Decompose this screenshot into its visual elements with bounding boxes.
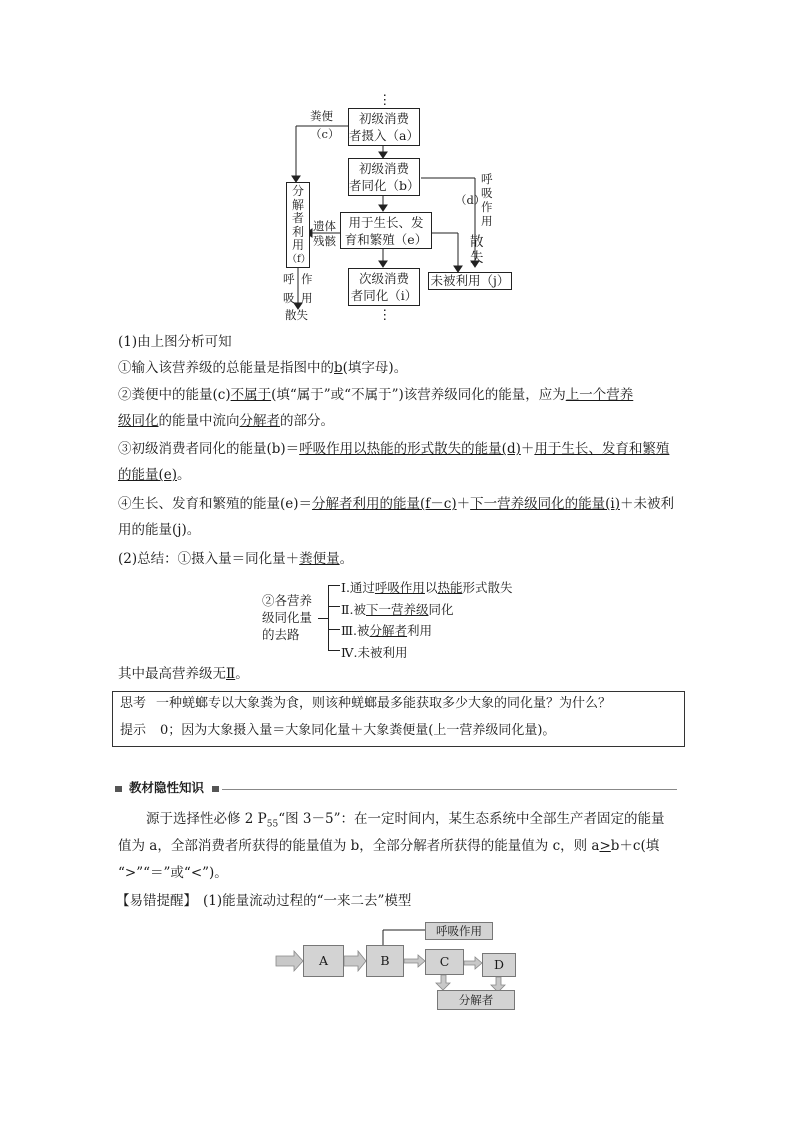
analysis-point-2	[118, 387, 633, 403]
route-3-text-end: 利用	[407, 623, 433, 638]
decomp-dissipate: 散失	[285, 308, 308, 322]
feces-label: 粪便	[310, 109, 333, 123]
decomposer-box-2: 分解者	[437, 990, 515, 1010]
hk-text: 源于选择性必修 2 P	[146, 811, 267, 827]
routes-label-line: 的去路	[262, 627, 300, 642]
think-question	[120, 696, 611, 712]
p2-answer-2-cont: 级同化	[118, 413, 159, 429]
decomposer-char: 分	[291, 184, 304, 198]
p3-answer-1: 呼吸作用以热能的形式散失的能量(d)	[299, 441, 521, 457]
route-3-text: Ⅲ.被	[341, 623, 370, 638]
route-2-text-end: 同化	[428, 601, 454, 617]
next-box-line2: 者同化（i）	[350, 288, 418, 303]
intake-box-line1: 初级消费	[358, 111, 409, 126]
node-d: D	[482, 953, 516, 977]
top-level-answer: Ⅱ	[226, 666, 236, 682]
hk-line2-end: b＋c(填	[610, 838, 660, 854]
assim-box-line1: 初级消费	[358, 161, 409, 176]
route-2-text: Ⅱ.被	[341, 601, 366, 617]
node-c: C	[425, 949, 464, 975]
unused-box: 未被利用（j）	[428, 272, 512, 290]
p2-text-mid: (填“属于”或“不属于”)该营养级同化的能量，应为	[271, 387, 566, 403]
tip-label: 【易错提醒】	[116, 893, 197, 909]
p1-text-end: (填字母)。	[342, 360, 408, 376]
p3-end: 。	[177, 467, 191, 483]
remains-label-1: 遗体	[313, 219, 336, 233]
resp-char: 吸	[481, 186, 493, 200]
p3-text: ③初级消费者同化的能量(b)＝	[118, 441, 300, 457]
tip-text: (1)能量流动过程的“一来二去”模型	[203, 893, 412, 909]
resp-char: 作	[481, 200, 493, 214]
routes-label	[262, 592, 312, 643]
decomp-resp-char: 作	[301, 272, 313, 286]
route-3	[341, 620, 512, 642]
route-1-text-end: 形式散失	[462, 580, 513, 595]
route-1	[341, 577, 512, 599]
summary-answer: 粪便量	[299, 551, 340, 567]
section-bullet	[115, 786, 122, 792]
continuation-dots-top: ⋮	[378, 92, 392, 108]
route-1-text-mid: 以	[424, 580, 438, 595]
growth-box-line1: 用于生长、发	[348, 215, 424, 230]
hk-page-sub: 55	[266, 819, 279, 830]
route-2	[341, 599, 512, 621]
analysis-point-3-cont	[118, 467, 191, 483]
intake-box	[348, 108, 420, 146]
decomp-resp-char: 呼	[283, 272, 295, 286]
intake-box-line2: 者摄入（a）	[349, 128, 419, 143]
think-label: 思考	[120, 696, 147, 711]
respiration-d-letter: （d）	[455, 193, 486, 207]
summary-text: (2)总结：①摄入量＝同化量＋	[118, 551, 300, 567]
analysis-point-2-cont	[118, 413, 334, 429]
hk-answer: >	[599, 838, 611, 854]
p2-text-2: 的能量中流向	[158, 413, 240, 429]
think-box	[112, 691, 685, 747]
decomposer-box	[286, 182, 310, 268]
route-1-text: Ⅰ.通过	[341, 580, 375, 595]
decomp-resp-left	[283, 270, 297, 308]
analysis-point-3	[118, 441, 669, 457]
analysis-point-1	[118, 360, 407, 376]
respiration-box: 呼吸作用	[425, 922, 493, 940]
next-level-box	[348, 268, 420, 306]
top-level-note	[118, 666, 249, 682]
section-rule	[222, 789, 677, 790]
analysis-heading: (1)由上图分析可知	[118, 334, 232, 350]
decomposer-char: 解	[291, 197, 304, 212]
next-box-line1: 次级消费	[358, 271, 409, 286]
continuation-dots-bottom: ⋮	[378, 307, 392, 323]
route-2-answer: 下一营养级	[365, 601, 429, 617]
assimilation-box	[348, 158, 420, 196]
respiration-label-right	[481, 172, 495, 228]
p1-answer: b	[334, 360, 343, 376]
think-answer	[120, 723, 555, 739]
hint-text: 0；因为大象摄入量＝大象同化量＋大象粪便量(上一营养级同化量)。	[160, 723, 556, 738]
decomposer-char: 用	[291, 238, 304, 252]
p4-answer-2: 下一营养级同化的能量(i)	[470, 496, 620, 512]
routes-label-line: 级同化量	[262, 610, 313, 625]
hint-label: 提示	[120, 723, 147, 738]
tip-line	[116, 893, 411, 909]
routes-list	[341, 577, 512, 663]
hk-line2-text: 值为 a，全部消费者所获得的能量值为 b，全部分解者所获得的能量值为 c，则 a	[118, 838, 600, 854]
p3-plus: ＋	[520, 441, 535, 457]
decomp-resp-char: 用	[301, 291, 313, 305]
section-bullet	[212, 786, 219, 792]
decomposer-char: （f）	[287, 253, 311, 265]
p2-answer-3: 分解者	[239, 413, 280, 429]
dissipate-label-right	[470, 234, 484, 266]
p2-text: ②粪便中的能量(c)	[118, 387, 231, 403]
p2-answer-1: 不属于	[230, 387, 272, 403]
p3-answer-2: 用于生长、发育和繁殖	[534, 441, 670, 457]
hidden-knowledge-line-2	[118, 838, 659, 854]
dissipate-char: 失	[470, 250, 484, 266]
p4-text: ④生长、发育和繁殖的能量(e)＝	[118, 496, 313, 512]
feces-letter: （c）	[310, 127, 340, 141]
decomp-resp-char: 吸	[283, 291, 295, 305]
decomp-resp-right	[301, 270, 315, 308]
analysis-point-4	[118, 496, 674, 512]
route-4: Ⅳ.未被利用	[341, 644, 408, 660]
resp-char: 呼	[481, 172, 493, 186]
top-level-text: 其中最高营养级无	[118, 666, 226, 682]
analysis-point-4-cont: 用的能量(j)。	[118, 522, 201, 538]
hidden-knowledge-line-1	[146, 811, 665, 833]
p1-text: ①输入该营养级的总能量是指图中的	[118, 360, 334, 376]
p4-text-end: ＋未被利	[619, 496, 674, 512]
growth-box-line2: 育和繁殖（e）	[344, 232, 428, 247]
section-title: 教材隐性知识	[129, 780, 205, 795]
dissipate-char: 散	[470, 234, 484, 250]
growth-box	[340, 212, 432, 249]
resp-char: 用	[481, 214, 493, 228]
summary-end: 。	[339, 551, 354, 567]
top-level-end: 。	[235, 666, 249, 682]
think-question-text: 一种蜣螂专以大象粪为食，则该种蜣螂最多能获取多少大象的同化量？为什么？	[156, 696, 612, 711]
node-a: A	[303, 945, 344, 977]
node-b: B	[366, 945, 404, 977]
remains-label-2: 残骸	[313, 234, 336, 248]
p4-answer-1: 分解者利用的能量(f－c)	[312, 496, 457, 512]
p2-text-end: 的部分。	[280, 413, 334, 429]
p2-answer-2: 上一个营养	[565, 387, 634, 403]
route-3-answer: 分解者	[369, 623, 408, 638]
hidden-knowledge-line-3: “>”“＝”或“<”)。	[118, 865, 228, 881]
decomposer-char: 者	[291, 211, 304, 225]
summary-line	[118, 551, 353, 567]
p4-plus: ＋	[456, 496, 471, 512]
assim-box-line2: 者同化（b）	[349, 178, 420, 193]
decomposer-char: 利	[291, 224, 304, 239]
hk-text-2: “图 3－5”：在一定时间内，某生态系统中全部生产者固定的能量	[278, 811, 665, 827]
route-1-answer-1: 呼吸作用	[374, 580, 425, 595]
p3-answer-2-cont: 的能量(e)	[118, 467, 178, 483]
routes-label-line: ②各营养	[262, 593, 313, 608]
route-1-answer-2: 热能	[437, 580, 463, 595]
